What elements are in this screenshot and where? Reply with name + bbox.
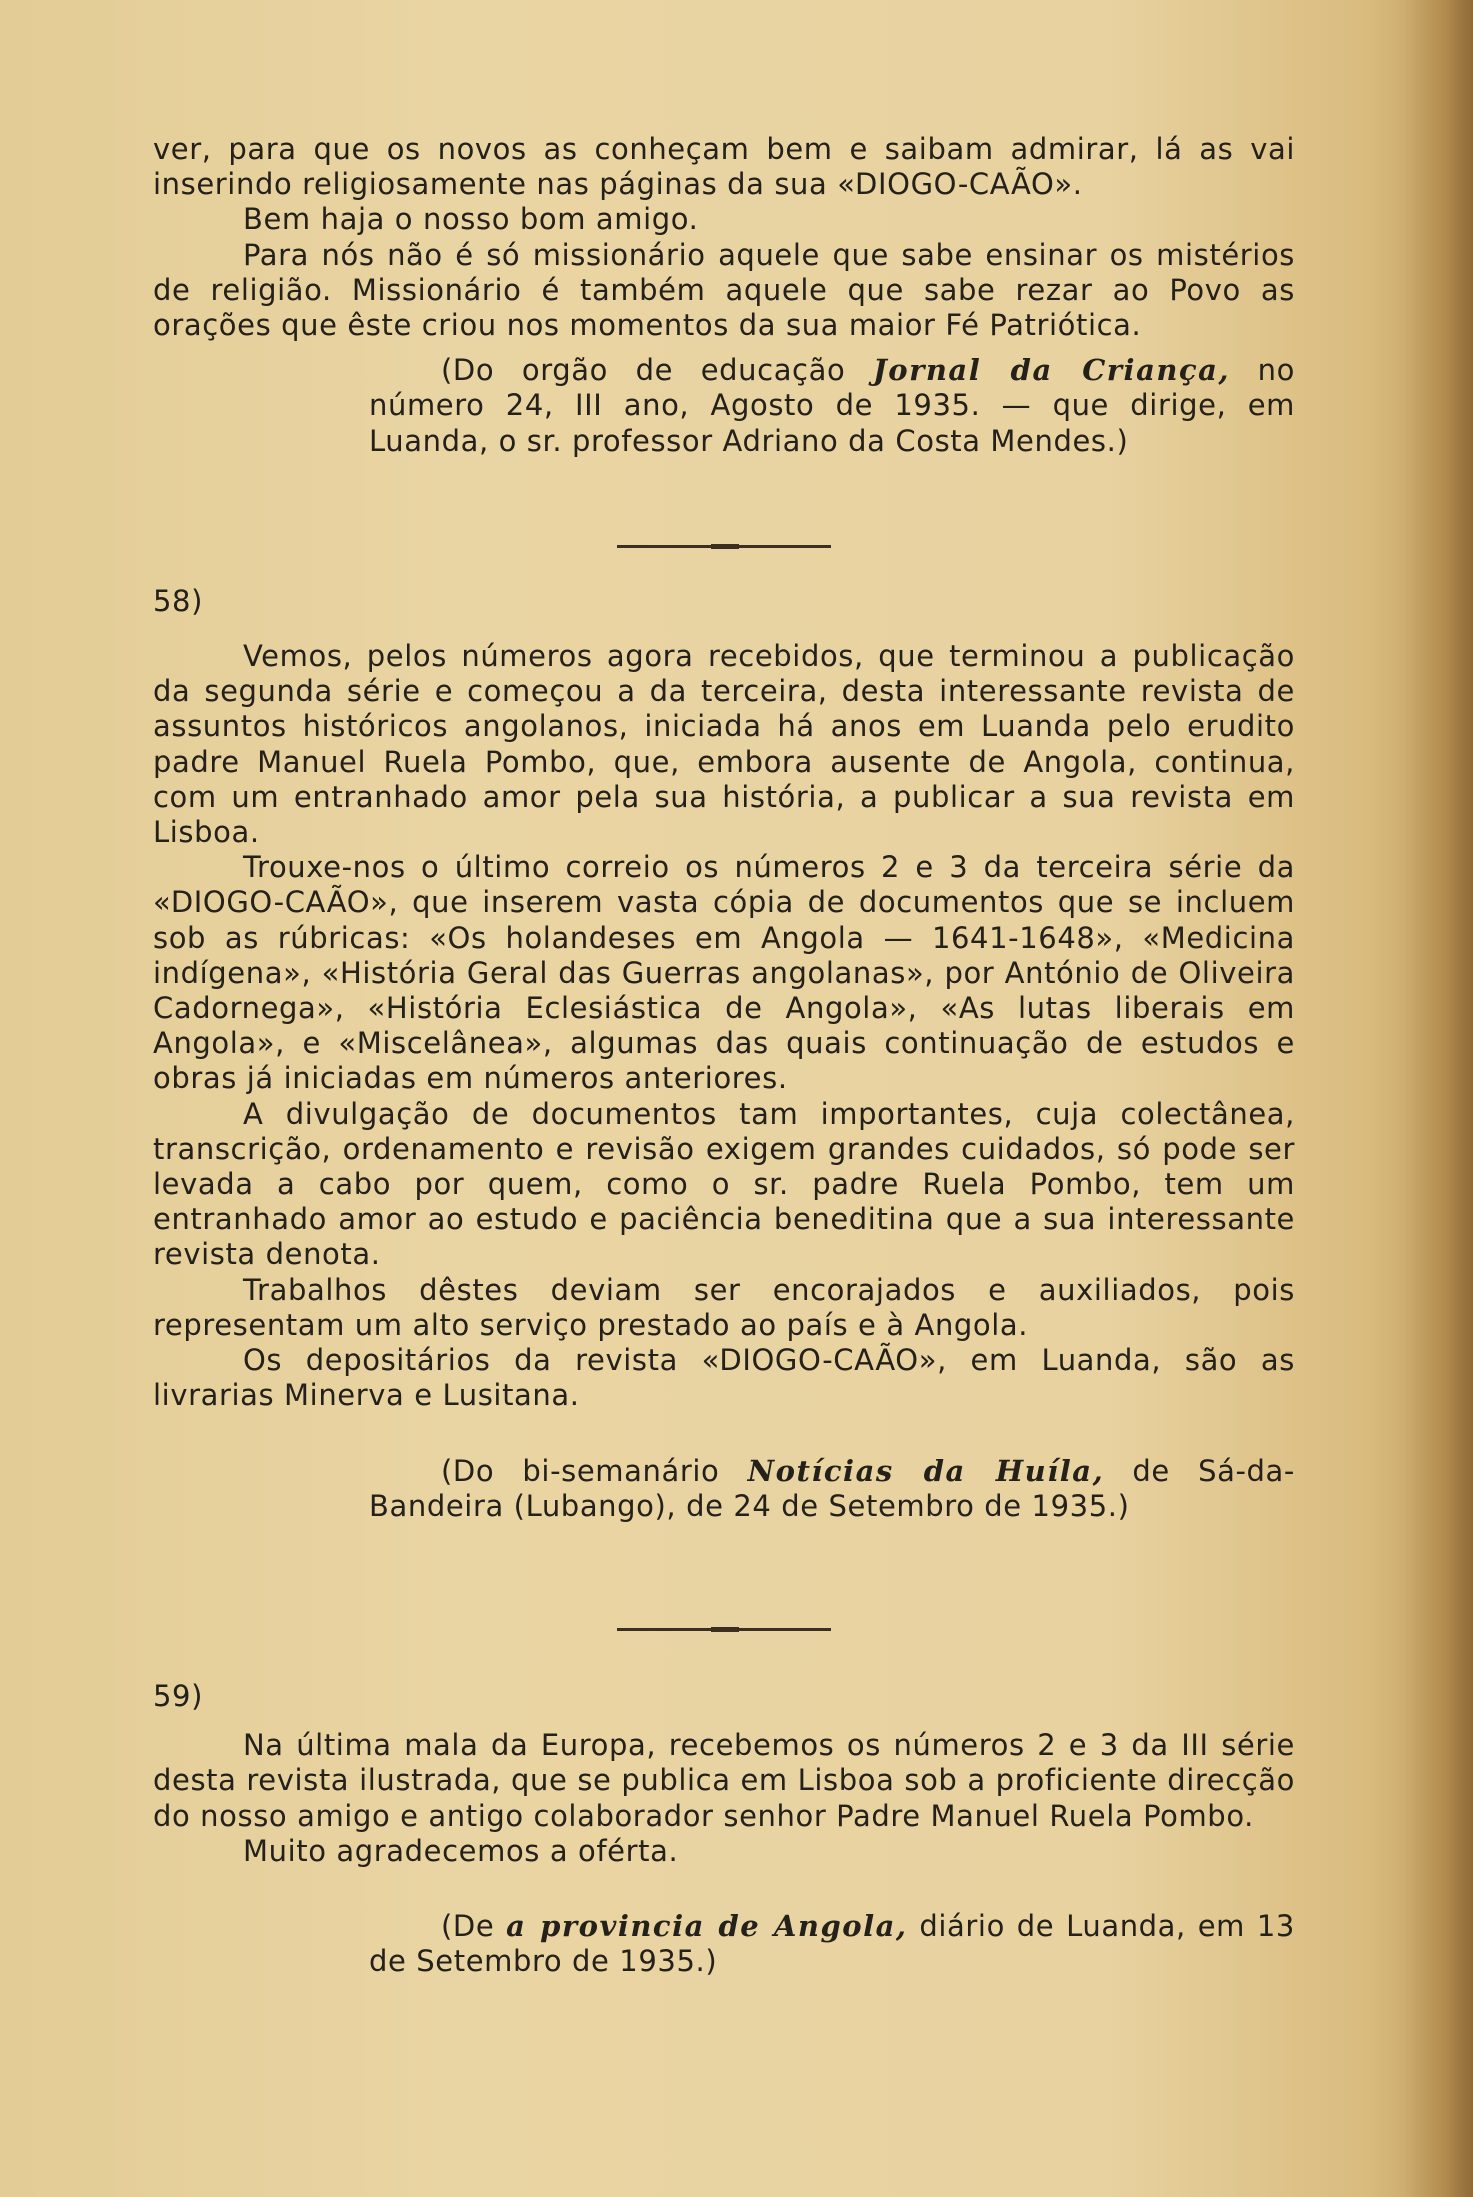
citation-suffix: de Sá-da-Bandeira (Lubango), de 24 de Setembro de 1935.) xyxy=(369,1453,1295,1523)
entry-58-paragraph-2: Trouxe-nos o último correio os números 2 e 3 da terceira série da «DIOGO-CAÃO», que inserem vasta cópia de documentos que se incluem sob as rúbricas: «Os holandeses em Angola — 1641-1648», «Medicina indígena», «História Geral das Guerras angolanas», por António de Oliveira Cadornega», «História Eclesiástica de Angola», «As lutas liberais em Angola», e «Miscelânea», algumas das quais continuação de estudos e obras já iniciadas em números anteriores. xyxy=(153,850,1295,1096)
page-edge-stain xyxy=(1403,0,1473,2197)
entry-58-paragraph-4: Trabalhos dêstes deviam ser encorajados e auxiliados, pois representam um alto serviço prestado ao país e à Angola. xyxy=(153,1272,1295,1342)
entry-59-paragraph-2: Muito agradecemos a oférta. xyxy=(243,1833,679,1868)
section-divider xyxy=(617,1628,831,1631)
top-paragraph-1: ver, para que os novos as conheçam bem e saibam admirar, lá as vai inserindo religiosamente nas páginas da sua «DIOGO-CAÃO». xyxy=(153,132,1295,202)
citation-provincia-de-angola xyxy=(153,1909,1295,1979)
section-divider xyxy=(617,545,831,548)
citation-jornal-da-crianca xyxy=(153,353,1295,459)
citation-prefix: (De xyxy=(441,1908,495,1943)
citation-prefix: (Do bi-semanário xyxy=(441,1453,720,1488)
citation-publication: Notícias da Huíla, xyxy=(747,1453,1105,1488)
citation-publication: Jornal da Criança, xyxy=(873,353,1230,388)
entry-number-59: 59) xyxy=(153,1678,204,1713)
citation-publication: a provincia de Angola, xyxy=(506,1908,908,1943)
entry-58-paragraph-1: Vemos, pelos números agora recebidos, que terminou a publicação da segunda série e começou a da terceira, desta interessante revista de assuntos históricos angolanos, iniciada há anos em Luanda pelo erudito padre Manuel Ruela Pombo, que, embora ausente de Angola, continua, com um entranhado amor pela sua história, a publicar a sua revista em Lisboa. xyxy=(153,639,1295,850)
citation-suffix: no número 24, III ano, Agosto de 1935. — que dirige, em Luanda, o sr. professor Adriano da Costa Mendes.) xyxy=(369,353,1295,458)
citation-prefix: (Do orgão de educação xyxy=(441,353,846,388)
entry-number-58: 58) xyxy=(153,583,204,618)
entry-59-paragraph-1: Na última mala da Europa, recebemos os números 2 e 3 da III série desta revista ilustrada, que se publica em Lisboa sob a proficiente direcção do nosso amigo e antigo colaborador senhor Padre Manuel Ruela Pombo. xyxy=(153,1728,1295,1833)
citation-suffix: diário de Luanda, em 13 de Setembro de 1935.) xyxy=(369,1908,1295,1979)
entry-58-paragraph-5: Os depositários da revista «DIOGO-CAÃO», em Luanda, são as livrarias Minerva e Lusitana. xyxy=(153,1343,1295,1413)
entry-58-paragraph-3: A divulgação de documentos tam importantes, cuja colectânea, transcrição, ordenamento e revisão exigem grandes cuidados, só pode ser levada a cabo por quem, como o sr. padre Ruela Pombo, tem um entranhado amor ao estudo e paciência beneditina que a sua interessante revista denota. xyxy=(153,1096,1295,1272)
top-paragraph-3: Para nós não é só missionário aquele que sabe ensinar os mistérios de religião. Missionário é também aquele que sabe rezar ao Povo as orações que êste criou nos momentos da sua maior Fé Patriótica. xyxy=(153,237,1295,343)
citation-noticias-da-huila xyxy=(153,1454,1295,1524)
top-paragraph-2: Bem haja o nosso bom amigo. xyxy=(243,202,699,237)
page-text xyxy=(153,132,1295,1979)
